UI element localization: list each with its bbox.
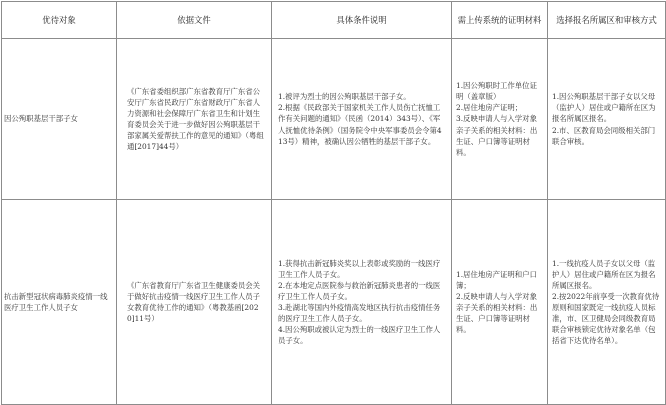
material-item: 2.反映申请人与入学对象亲子关系的相关材料：出生证、户口簿等证明材料。 [456, 291, 538, 335]
policy-table [1, 1, 666, 405]
docs-cell: 《广东省教育厅广东省卫生健康委员会关于做好抗击疫情一线医疗卫生工作人员子女教育优待工作的通知》（粤教基函[2020]11号） [117, 200, 272, 405]
material-item: 1.因公殉职时工作单位证明（盖章版） [456, 81, 537, 102]
target-cell: 因公殉职基层干部子女 [2, 39, 117, 200]
condition-item: 1.获得抗击新冠肺炎奖以上表彰或奖励的一线医疗卫生工作人员子女。 [278, 258, 441, 279]
target-cell: 抗击新型冠状病毒肺炎疫情一线医疗卫生工作人员子女 [2, 200, 117, 405]
condition-item: 3.赴湖北等国内外疫情高发地区执行抗击疫情任务的医疗卫生工作人员子女。 [278, 303, 441, 324]
docs-cell: 《广东省委组织部广东省教育厅广东省公安厅广东省民政厅广东省财政厅广东省人力资源和社会保障厅广东省卫生和计划生育委员会关于进一步做好因公殉职基层干部家属关爱帮扶工作的意见的通知》（粤组通[2017]44号） [117, 39, 272, 200]
method-item: 1.因公殉职基层干部子女以父母（监护人）居住或户籍所在区为报名所属区报名。 [552, 92, 656, 124]
header-row [2, 2, 666, 39]
method-cell [548, 39, 666, 200]
material-item: 3.反映申请人与入学对象亲子关系的相关材料：出生证、户口簿等证明材料。 [456, 114, 538, 157]
materials-cell [452, 200, 548, 405]
material-item: 1.居住地房产证明和户口簿； [456, 269, 537, 290]
table-row [2, 200, 666, 405]
header-conditions: 具体条件说明 [272, 2, 452, 39]
method-item: 2.市、区教育局会同级相关部门联合审核。 [552, 125, 656, 146]
condition-item: 2.在本地定点医院参与救治新冠肺炎患者的一线医疗卫生工作人员子女。 [278, 280, 441, 301]
header-materials: 需上传系统的证明材料 [452, 2, 548, 39]
condition-item: 1.被评为烈士的因公殉职基层干部子女。 [278, 92, 411, 102]
condition-item: 4.因公殉职或被认定为烈士的一线医疗卫生工作人员子女。 [278, 325, 441, 346]
conditions-cell [272, 200, 452, 405]
method-item: 1.一线抗疫人员子女以父母（监护人）居住或户籍所在区为报名所属区报名。 [552, 258, 656, 290]
header-target: 优待对象 [2, 2, 117, 39]
condition-item: 2.根据《民政部关于国家机关工作人员伤亡抚恤工作有关问题的通知》（民函（2014）343号）、《军人抚恤优待条例》（国务院令中央军事委员会令第413号）精神，被确认因公牺牲的基层干部子女。 [278, 103, 442, 146]
material-item: 2.居住地房产证明； [456, 103, 523, 113]
materials-cell [452, 39, 548, 200]
conditions-cell [272, 39, 452, 200]
header-method: 选择报名所属区和审核方式 [548, 2, 666, 39]
header-docs: 依据文件 [117, 2, 272, 39]
method-item: 2.按2022年前享受一次教育优待原则和国家既定一线抗疫人员标准，市、区卫健局会同级教育局联合审核锁定优待对象名单（包括省下达优待名单）。 [552, 291, 660, 346]
table-row [2, 39, 666, 200]
method-cell [548, 200, 666, 405]
